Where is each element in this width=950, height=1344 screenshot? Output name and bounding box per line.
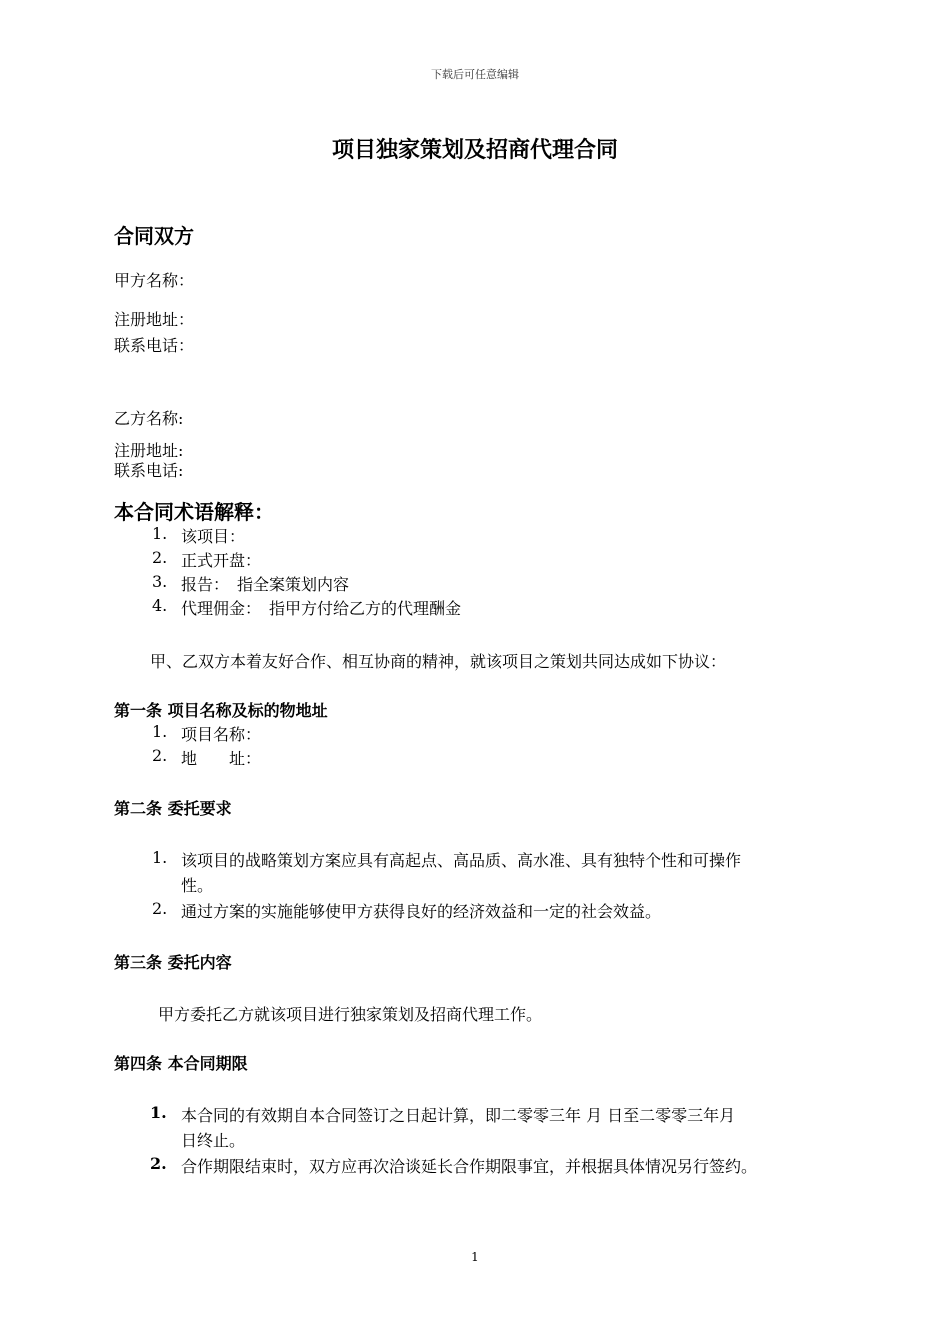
party-a-name-label: 甲方名称：	[114, 271, 195, 290]
article1-item-number: 1.	[152, 722, 168, 741]
article4-item-text-cont: 日终止。	[181, 1131, 246, 1150]
intro-paragraph: 甲、乙双方本着友好合作、相互协商的精神，就该项目之策划共同达成如下协议：	[150, 652, 727, 671]
party-b-phone-label: 联系电话:	[114, 461, 184, 480]
article1-item-number: 2.	[152, 746, 168, 765]
page-header-note: 下载后可任意编辑	[431, 68, 519, 81]
article3-heading: 第三条 委托内容	[114, 953, 232, 972]
article1-heading: 第一条 项目名称及标的物地址	[114, 701, 328, 720]
page-number: 1	[471, 1250, 479, 1264]
term-number: 1.	[152, 524, 168, 543]
party-a-phone-label: 联系电话：	[114, 336, 195, 355]
article1-item-text: 项目名称：	[181, 725, 262, 744]
terms-heading: 本合同术语解释：	[114, 500, 274, 524]
article4-item-text: 本合同的有效期自本合同签订之日起计算，即二零零三年 月 日至二零零三年月	[181, 1106, 736, 1125]
term-number: 4.	[152, 596, 168, 615]
article1-item-text: 地 址：	[181, 749, 262, 768]
article2-item-number: 1.	[152, 848, 168, 867]
term-number: 3.	[152, 572, 168, 591]
term-text: 代理佣金： 指甲方付给乙方的代理酬金	[181, 599, 462, 618]
term-text: 正式开盘：	[181, 551, 262, 570]
party-b-name-label: 乙方名称:	[114, 409, 184, 428]
article2-item-text: 该项目的战略策划方案应具有高起点、高品质、高水准、具有独特个性和可操作	[181, 851, 742, 870]
article2-item-text: 通过方案的实施能够使甲方获得良好的经济效益和一定的社会效益。	[181, 902, 662, 921]
parties-heading: 合同双方	[114, 224, 194, 248]
article2-heading: 第二条 委托要求	[114, 799, 232, 818]
article2-item-text-cont: 性。	[181, 876, 214, 895]
article4-item-text: 合作期限结束时，双方应再次洽谈延长合作期限事宜，并根据具体情况另行签约。	[181, 1157, 758, 1176]
term-text: 报告： 指全案策划内容	[181, 575, 350, 594]
party-a-address-label: 注册地址：	[114, 310, 195, 329]
article2-item-number: 2.	[152, 899, 168, 918]
document-title: 项目独家策划及招商代理合同	[331, 138, 618, 163]
article3-text: 甲方委托乙方就该项目进行独家策划及招商代理工作。	[158, 1005, 543, 1024]
term-number: 2.	[152, 548, 168, 567]
article4-heading: 第四条 本合同期限	[114, 1054, 248, 1073]
article4-item-number: 2.	[150, 1154, 167, 1173]
term-text: 该项目：	[181, 527, 246, 546]
party-b-address-label: 注册地址:	[114, 441, 184, 460]
article4-item-number: 1.	[150, 1103, 167, 1122]
